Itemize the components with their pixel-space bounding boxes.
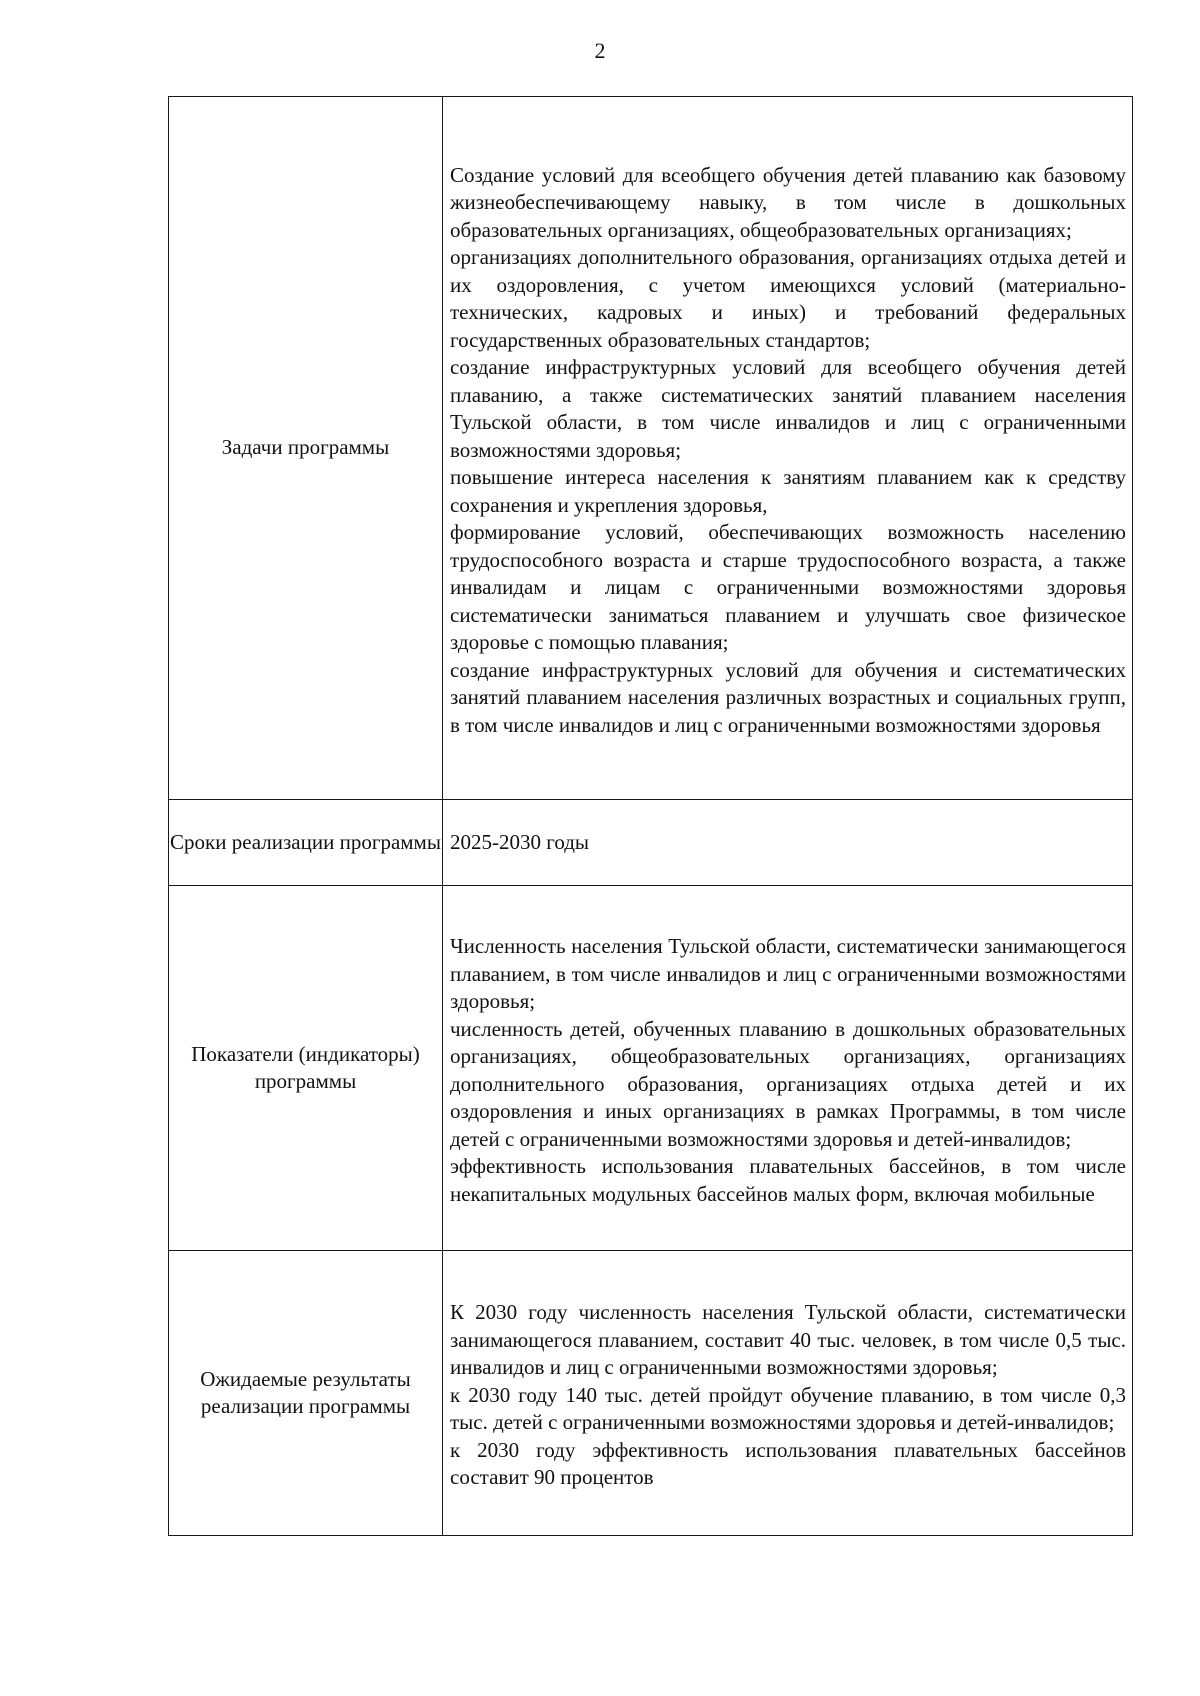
row-content-indicators <box>443 886 1133 1251</box>
program-passport-table <box>168 96 1133 1536</box>
indicators-paragraph: эффективность использования плавательных бассейнов, в том числе некапитальных модульных бассейнов малых форм, включая мобильные <box>450 1154 1126 1206</box>
tasks-paragraph: создание инфраструктурных условий для обучения и систематических занятий плаванием населения различных возрастных и социальных групп, в том числе инвалидов и лиц с ограниченными возможностями здоровья <box>450 657 1126 737</box>
page-number: 2 <box>594 38 606 63</box>
table-row-terms <box>169 800 1133 886</box>
row-label-terms: Сроки реализации программы <box>169 800 443 886</box>
results-paragraph: к 2030 году эффективность использования плавательных бассейнов составит 90 процентов <box>450 1437 1126 1490</box>
tasks-paragraph: организациях дополнительного образования, организациях отдыха детей и их оздоровления, с учетом имеющихся условий (материально-технических, кадровых и иных) и требований федеральных государственных образовательных стандартов; <box>450 245 1126 352</box>
row-label-indicators: Показатели (индикаторы) программы <box>169 886 443 1251</box>
tasks-paragraph: повышение интереса населения к занятиям плаванием как к средству сохранения и укрепления здоровья, <box>450 465 1126 517</box>
results-paragraph: к 2030 году 140 тыс. детей пройдут обучение плаванию, в том числе 0,3 тыс. детей с ограниченными возможностями здоровья и детей-инвалидов; <box>450 1382 1126 1435</box>
table-row-tasks <box>169 97 1133 800</box>
tasks-paragraph: создание инфраструктурных условий для всеобщего обучения детей плаванию, а также систематических занятий плаванием населения Тульской области, в том числе инвалидов и лиц с ограниченными возможностями здоровья; <box>450 355 1126 462</box>
table-row-results <box>169 1251 1133 1536</box>
terms-paragraph: 2025-2030 годы <box>450 829 590 854</box>
row-label-tasks: Задачи программы <box>169 97 443 800</box>
indicators-paragraph: численность детей, обученных плаванию в дошкольных образовательных организациях, общеобразовательных организациях, организациях дополнительного образования, организациях отдыха детей и их оздоровления и иных организациях в рамках Программы, в том числе детей с ограниченными возможностями здоровья и детей-инвалидов; <box>450 1016 1126 1151</box>
row-content-terms <box>443 800 1133 886</box>
row-content-tasks <box>443 97 1133 800</box>
table-row-indicators <box>169 886 1133 1251</box>
results-paragraph: К 2030 году численность населения Тульской области, систематически занимающегося плаванием, составит 40 тыс. человек, в том числе 0,5 тыс. инвалидов и лиц с ограниченными возможностями здоровья; <box>450 1300 1126 1380</box>
indicators-paragraph: Численность населения Тульской области, систематически занимающегося плаванием, в том числе инвалидов и лиц с ограниченными возможностями здоровья; <box>450 934 1126 1013</box>
row-content-results <box>443 1251 1133 1536</box>
tasks-paragraph: формирование условий, обеспечивающих возможность населению трудоспособного возраста и старше трудоспособного возраста, а также инвалидам и лицам с ограниченными возможностями здоровья систематически заниматься плаванием и улучшать свое физическое здоровье с помощью плавания; <box>450 520 1126 655</box>
tasks-paragraph: Создание условий для всеобщего обучения детей плаванию как базовому жизнеобеспечивающему навыку, в том числе в дошкольных образовательных организациях, общеобразовательных организациях; <box>450 162 1126 242</box>
row-label-results: Ожидаемые результаты реализации программы <box>169 1251 443 1536</box>
